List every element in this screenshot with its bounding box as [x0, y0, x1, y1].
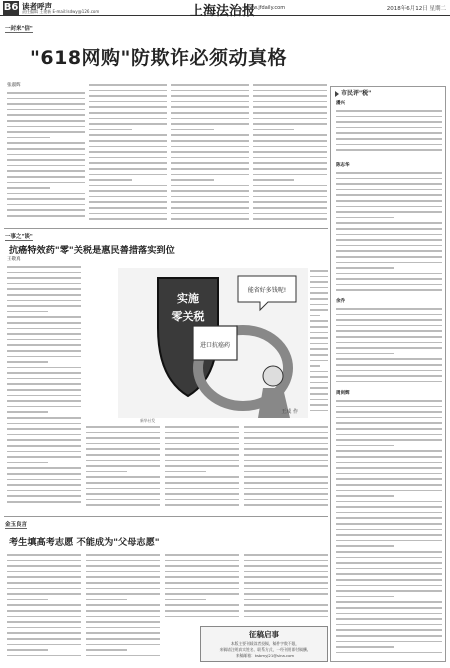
text-line [336, 379, 442, 385]
sidebar-title-text: 市民评"税" [341, 90, 372, 97]
article2-author: 王敬真 [7, 257, 21, 262]
drug-box-label: 进口抗癌药 [199, 342, 231, 349]
text-line [244, 502, 328, 508]
article1-kicker: 一封来"信" [5, 26, 33, 32]
notice-line-3: 来稿邮箱：ksbmyj21@sina.com [235, 653, 295, 658]
sidebar-text-4 [336, 398, 442, 660]
notice-line-1: 本版主要刊载读者投稿，稿件字数不限， [230, 641, 300, 646]
shield-text-2: 零关税 [171, 310, 205, 323]
text-line [310, 408, 328, 414]
text-line [165, 502, 239, 508]
paper-url[interactable]: www.jfdaily.com [245, 5, 286, 11]
article2-col2 [86, 424, 160, 508]
text-line [336, 650, 442, 656]
sidebar-sub-1: 潘兴 [336, 101, 345, 106]
article3-col4 [244, 552, 328, 622]
text-line [89, 216, 167, 222]
cartoon-illustration [118, 268, 308, 418]
divider-1 [4, 228, 328, 229]
article3-col3 [165, 552, 239, 622]
masthead [0, 0, 450, 19]
text-line [86, 653, 160, 659]
text-line [171, 216, 249, 222]
sidebar-text-3 [336, 306, 442, 386]
article1-col1 [7, 90, 85, 224]
article1-headline: "618网购"防欺诈必须动真格 [30, 47, 287, 69]
text-line [86, 502, 160, 508]
article3-col1 [7, 552, 81, 662]
section-title: 读者呼声 [22, 2, 52, 11]
text-line [7, 653, 81, 659]
cartoon-caption: 新华社发 [140, 418, 156, 423]
editor-info: 责任编辑 王建新 E-mail:lsdwy@126.com [22, 9, 100, 14]
text-line [244, 614, 328, 620]
sidebar-title [335, 88, 371, 97]
article2-kicker: 一事之"谈" [5, 234, 33, 240]
sidebar-sub-4: 周剑辉 [336, 391, 350, 396]
notice-title: 征稿启事 [249, 630, 279, 639]
shield-text-1: 实施 [177, 292, 199, 305]
text-line [165, 614, 239, 620]
sidebar-text-2 [336, 170, 442, 294]
divider-2 [4, 516, 328, 517]
text-line [7, 213, 85, 219]
speech-text: 能省好多钱呢! [247, 287, 287, 294]
article3-col2 [86, 552, 160, 662]
page-logo: B6 [3, 2, 19, 13]
article1-col2 [89, 82, 167, 224]
person-head-icon [263, 366, 283, 386]
article2-headline: 抗癌特效药"零"关税是惠民善措落实到位 [9, 245, 175, 256]
notice-line-2: 来稿请注明真实姓名、联系方式，一经刊用即付稿酬。 [219, 647, 311, 652]
article1-author: 张淑辉 [7, 83, 21, 88]
text-line [253, 216, 327, 222]
article2-col5 [310, 268, 328, 418]
article2-col4 [244, 424, 328, 508]
cartoon-signature: 王成 作 [281, 409, 298, 415]
sidebar-sub-3: 余乔 [336, 299, 345, 304]
text-line [336, 147, 442, 153]
issue-date: 2018年6月12日 星期二 [386, 6, 446, 12]
article3-kicker: 金玉良言 [5, 522, 28, 528]
paper-name: 上海法治报 [190, 4, 256, 19]
article2-col1 [7, 264, 81, 508]
text-line [7, 499, 81, 505]
article1-col4 [253, 82, 327, 224]
sidebar-sub-2: 陈志华 [336, 163, 350, 168]
triangle-icon [335, 91, 339, 97]
article2-col3 [165, 424, 239, 508]
sidebar-text-1 [336, 108, 442, 158]
call-for-submissions-box [200, 626, 328, 662]
article1-col3 [171, 82, 249, 224]
article3-headline: 考生填高考志愿 不能成为"父母志愿" [9, 537, 160, 548]
text-line [336, 287, 442, 293]
